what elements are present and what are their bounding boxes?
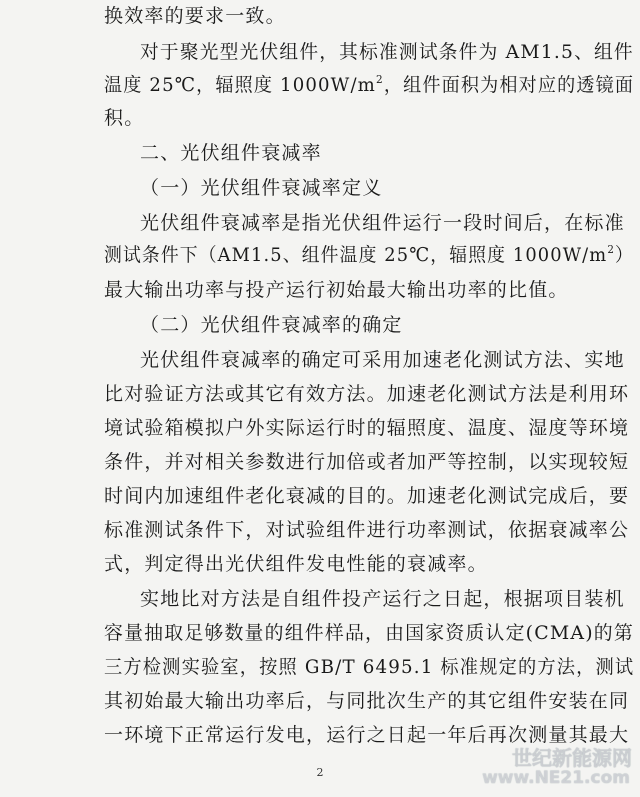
paragraph-line: 比对验证方法或其它有效方法。加速老化测试方法是利用环 — [104, 383, 630, 405]
paragraph-line: 实地比对方法是自组件投产运行之日起，根据项目装机 — [140, 588, 625, 610]
subsection-heading: （二）光伏组件衰减率的确定 — [140, 314, 403, 336]
paragraph-line: 一环境下正常运行发电，运行之日起一年后再次测量其最大 — [104, 724, 630, 746]
paragraph-line: 容量抽取足够数量的组件样品，由国家资质认定(CMA)的第 — [104, 622, 634, 644]
paragraph-line: 三方检测实验室，按照 GB/T 6495.1 标准规定的方法，测试 — [104, 656, 635, 678]
watermark-logo: 世纪新能源网 — [512, 746, 632, 770]
paragraph-line: 条件，并对相关参数进行加倍或者加严等控制，以实现较短 — [104, 451, 630, 473]
watermark-url: www.NE21.com — [482, 768, 630, 788]
subsection-heading: （一）光伏组件衰减率定义 — [140, 177, 383, 199]
paragraph-line: 温度 25℃，辐照度 $1000W/m^2$，组件面积为相对应的透镜面 — [104, 73, 635, 96]
paragraph-line: 光伏组件衰减率是指光伏组件运行一段时间后，在标准 — [140, 212, 625, 234]
paragraph-line: 换效率的要求一致。 — [104, 5, 286, 27]
paragraph-line: 光伏组件衰减率的确定可采用加速老化测试方法、实地 — [140, 349, 625, 371]
page-number: 2 — [316, 766, 324, 779]
paragraph-line: 最大输出功率与投产运行初始最大输出功率的比值。 — [104, 279, 569, 301]
paragraph-line: 对于聚光型光伏组件，其标准测试条件为 AM1.5、组件 — [140, 41, 634, 63]
superscript: 2 — [376, 73, 384, 86]
section-heading: 二、光伏组件衰减率 — [140, 142, 322, 164]
superscript: 2 — [607, 243, 616, 256]
paragraph-line: 其初始最大输出功率后，与同批次生产的其它组件安装在同 — [104, 690, 630, 712]
paragraph-line: 测试条件下（AM1.5、组件温度 25℃，辐照度 $1000W/m^2$） — [104, 243, 634, 266]
paragraph-line: 式，判定得出光伏组件发电性能的衰减率。 — [104, 553, 488, 575]
paragraph-line: 标准测试条件下，对试验组件进行功率测试，依据衰减率公 — [104, 519, 630, 541]
paragraph-line: 时间内加速组件老化衰减的目的。加速老化测试完成后，要 — [104, 485, 630, 507]
paragraph-line: 境试验箱模拟户外实际运行时的辐照度、温度、湿度等环境 — [104, 417, 630, 439]
paragraph-line: 积。 — [104, 107, 145, 129]
